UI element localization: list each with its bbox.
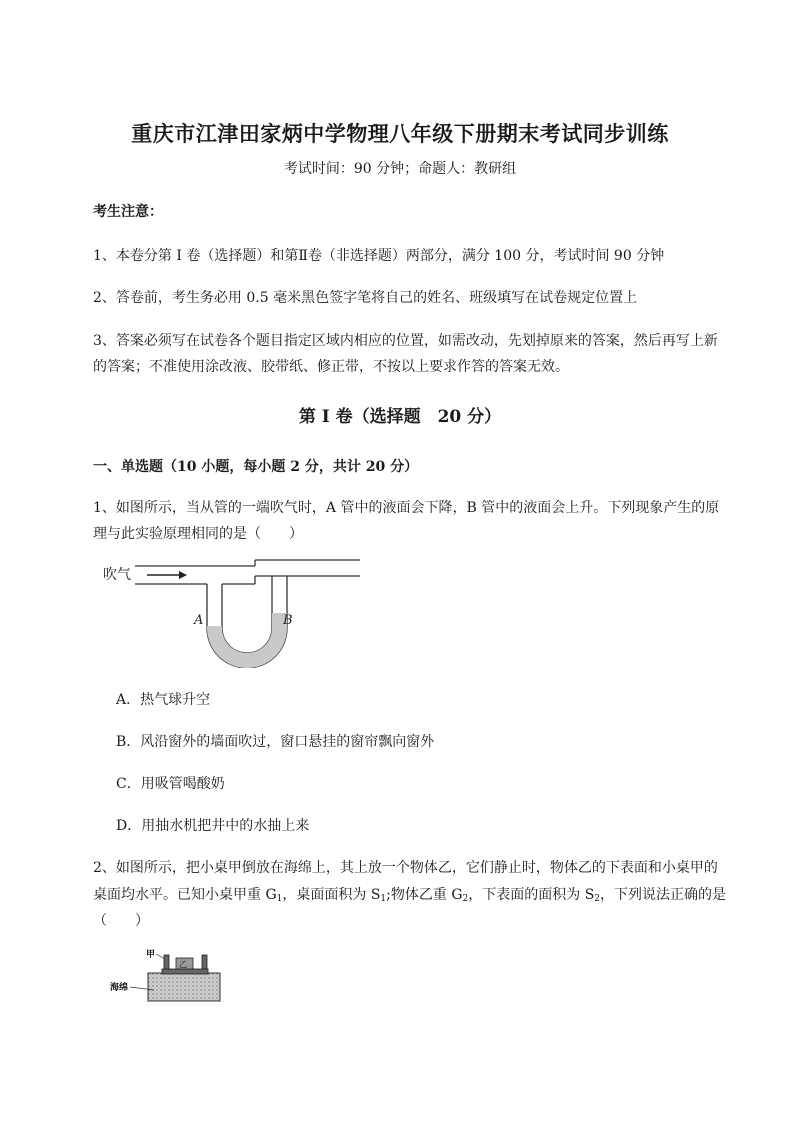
blow-label: 吹气 bbox=[103, 567, 131, 583]
table-jia-label: 甲 bbox=[146, 950, 156, 960]
question-1-text: 理与此实验原理相同的是（ ） bbox=[93, 526, 303, 542]
option-a[interactable]: A．热气球升空 bbox=[116, 692, 211, 708]
question-2-text: 桌面均水平。已知小桌甲重 $G_1$，桌面面积为 $S_1$;物体乙重 $G_2$，下表面的面积为 $S_2$，下列说法正确的是 bbox=[93, 887, 727, 904]
notice-item: 的答案；不准使用涂改液、胶带纸、修正带，不按以上要求作答的答案无效。 bbox=[93, 359, 569, 375]
tube-b-label: B bbox=[283, 613, 293, 628]
notice-item: 1、本卷分第 I 卷（选择题）和第Ⅱ卷（非选择题）两部分，满分 100 分，考试时间 90 分钟 bbox=[93, 248, 665, 264]
question-2-text: （ ） bbox=[93, 913, 149, 929]
page-subtitle: 考试时间：90 分钟；命题人：教研组 bbox=[283, 161, 517, 177]
section-title: 第 I 卷（选择题 20 分） bbox=[298, 407, 502, 427]
tube-outline bbox=[135, 560, 360, 668]
group-heading: 一、单选题（10 小题，每小题 2 分，共计 20 分） bbox=[93, 459, 419, 475]
option-c[interactable]: C．用吸管喝酸奶 bbox=[116, 776, 225, 792]
question-1-text: 1、如图所示，当从管的一端吹气时，A 管中的液面会下降，B 管中的液面会上升。下列现象产生的原 bbox=[93, 500, 720, 516]
option-d[interactable]: D．用抽水机把井中的水抽上来 bbox=[116, 818, 310, 834]
notice-item: 3、答案必须写在试卷各个题目指定区域内相应的位置，如需改动，先划掉原来的答案，然后再写上新 bbox=[93, 333, 718, 349]
sponge-label: 海绵 bbox=[110, 983, 129, 993]
notice-item: 2、答卷前，考生务必用 0.5 毫米黑色签字笔将自己的姓名、班级填写在试卷规定位置上 bbox=[93, 290, 638, 306]
tube-figure bbox=[95, 558, 365, 668]
liquid bbox=[207, 613, 287, 668]
option-b[interactable]: B．风沿窗外的墙面吹过，窗口悬挂的窗帘飘向窗外 bbox=[116, 734, 435, 750]
sponge-figure bbox=[108, 945, 248, 1007]
question-2-text: 2、如图所示，把小桌甲倒放在海绵上，其上放一个物体乙，它们静止时，物体乙的下表面和小桌甲的 bbox=[93, 860, 718, 876]
page-title: 重庆市江津田家炳中学物理八年级下册期末考试同步训练 bbox=[131, 121, 669, 146]
blow-arrow bbox=[147, 571, 187, 579]
object-yi-label: 乙 bbox=[179, 960, 187, 969]
notice-heading: 考生注意： bbox=[93, 204, 163, 220]
tube-a-label: A bbox=[194, 613, 204, 628]
sponge bbox=[148, 973, 220, 1001]
